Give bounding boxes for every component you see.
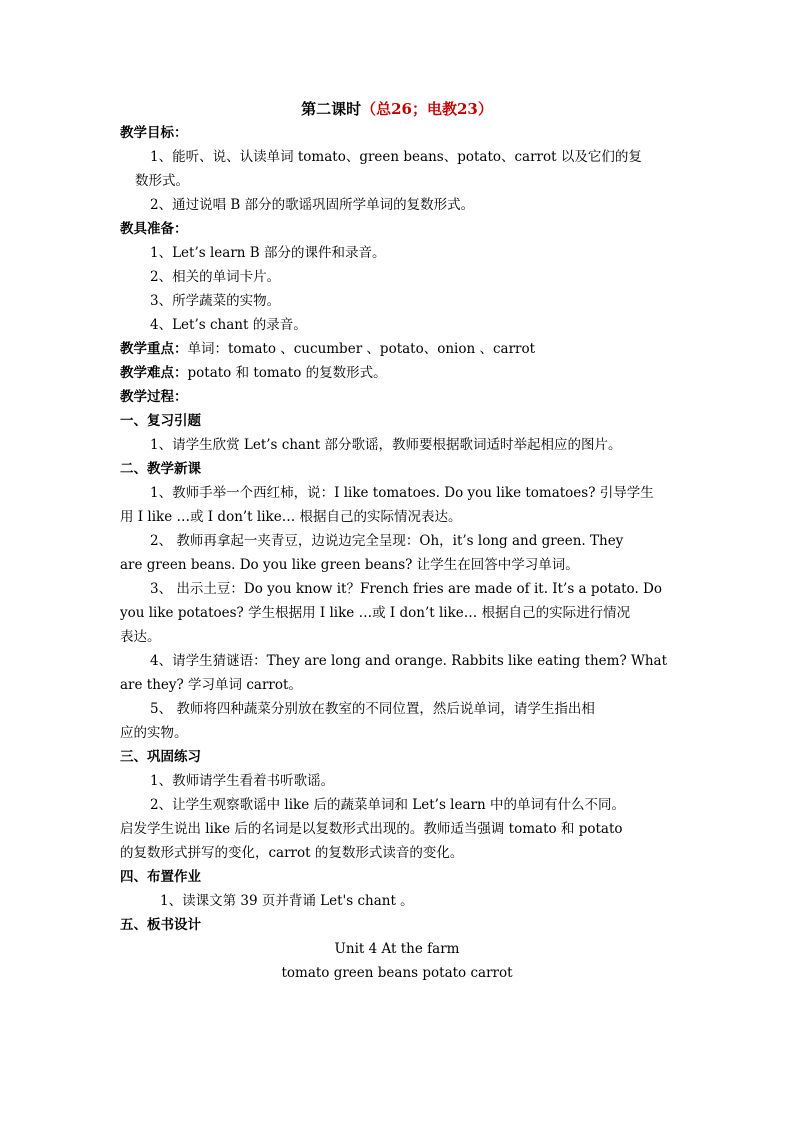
section-1-line: 1、请学生欣赏 Let’s chant 部分歌谣，教师要根据歌词适时举起相应的图片。 — [150, 437, 622, 453]
section-4-heading: 四、布置作业 — [120, 869, 201, 885]
goal-item-2: 2、通过说唱 B 部分的歌谣巩固所学单词的复数形式。 — [150, 197, 475, 213]
section-3-line: 2、让学生观察歌谣中 like 后的蔬菜单词和 Let’s learn 中的单词有什么不同。 — [150, 797, 625, 813]
section-2-line: you like potatoes? 学生根据用 I like …或 I don’t like… 根据自己的实际进行情况 — [120, 605, 631, 621]
title-main: 第二课时 — [301, 100, 362, 118]
prep-item-4: 4、Let’s chant 的录音。 — [150, 317, 307, 333]
section-2-line: 4、请学生猜谜语：They are long and orange. Rabbits like eating them? What — [150, 653, 668, 669]
title-note: （总26；电教23） — [361, 100, 493, 118]
section-2-line: 应的实物。 — [120, 725, 188, 741]
prep-item-3: 3、所学蔬菜的实物。 — [150, 293, 281, 309]
section-1-heading: 一、复习引题 — [120, 413, 201, 429]
section-3-heading: 三、巩固练习 — [120, 749, 201, 765]
section-2-line: 2、 教师再拿起一夹青豆，边说边完全呈现：Oh，it’s long and green. They — [150, 533, 624, 549]
focus-label: 教学重点： — [120, 341, 188, 357]
focus-line — [120, 337, 680, 361]
section-2-line: 5、 教师将四种蔬菜分别放在教室的不同位置，然后说单词，请学生指出相 — [150, 701, 595, 717]
difficulty-text: potato 和 tomato 的复数形式。 — [187, 365, 387, 381]
board-title: Unit 4 At the farm — [334, 941, 460, 957]
section-2-heading: 二、教学新课 — [120, 461, 201, 477]
difficulty-line — [120, 361, 680, 385]
process-heading: 教学过程： — [120, 389, 188, 405]
section-3-line: 1、教师请学生看着书听歌谣。 — [150, 773, 335, 789]
section-3-line: 启发学生说出 like 后的名词是以复数形式出现的。教师适当强调 tomato 和 potato — [120, 821, 623, 837]
section-2-line: are green beans. Do you like green beans? 让学生在回答中学习单词。 — [120, 557, 579, 573]
page-title — [0, 97, 794, 121]
section-2-line: 1、教师手举一个西红柿，说：I like tomatoes. Do you like tomatoes? 引导学生 — [150, 485, 654, 501]
goal-item-1-cont: 数形式。 — [135, 173, 189, 189]
section-3-line: 的复数形式拼写的变化，carrot 的复数形式读音的变化。 — [120, 845, 464, 861]
prep-item-2: 2、相关的单词卡片。 — [150, 269, 281, 285]
section-2-line: 表达。 — [120, 629, 161, 645]
prep-item-1: 1、Let’s learn B 部分的课件和录音。 — [150, 245, 386, 261]
goals-heading: 教学目标： — [120, 125, 188, 141]
board-words: tomato green beans potato carrot — [281, 965, 513, 981]
section-4-line: 1、读课文第 39 页并背诵 Let's chant 。 — [160, 893, 414, 909]
section-2-line: 3、 出示土豆：Do you know it？French fries are made of it. It’s a potato. Do — [150, 581, 662, 597]
section-5-heading: 五、板书设计 — [120, 917, 201, 933]
section-2-line: 用 I like …或 I don’t like… 根据自己的实际情况表达。 — [120, 509, 462, 525]
focus-text: 单词：tomato 、cucumber 、potato、onion 、carrot — [187, 341, 536, 357]
goal-item-1: 1、能听、说、认读单词 tomato、green beans、potato、carrot 以及它们的复 — [150, 149, 642, 165]
section-2-line: are they? 学习单词 carrot。 — [120, 677, 302, 693]
difficulty-label: 教学难点： — [120, 365, 188, 381]
prep-heading: 教具准备： — [120, 221, 188, 237]
